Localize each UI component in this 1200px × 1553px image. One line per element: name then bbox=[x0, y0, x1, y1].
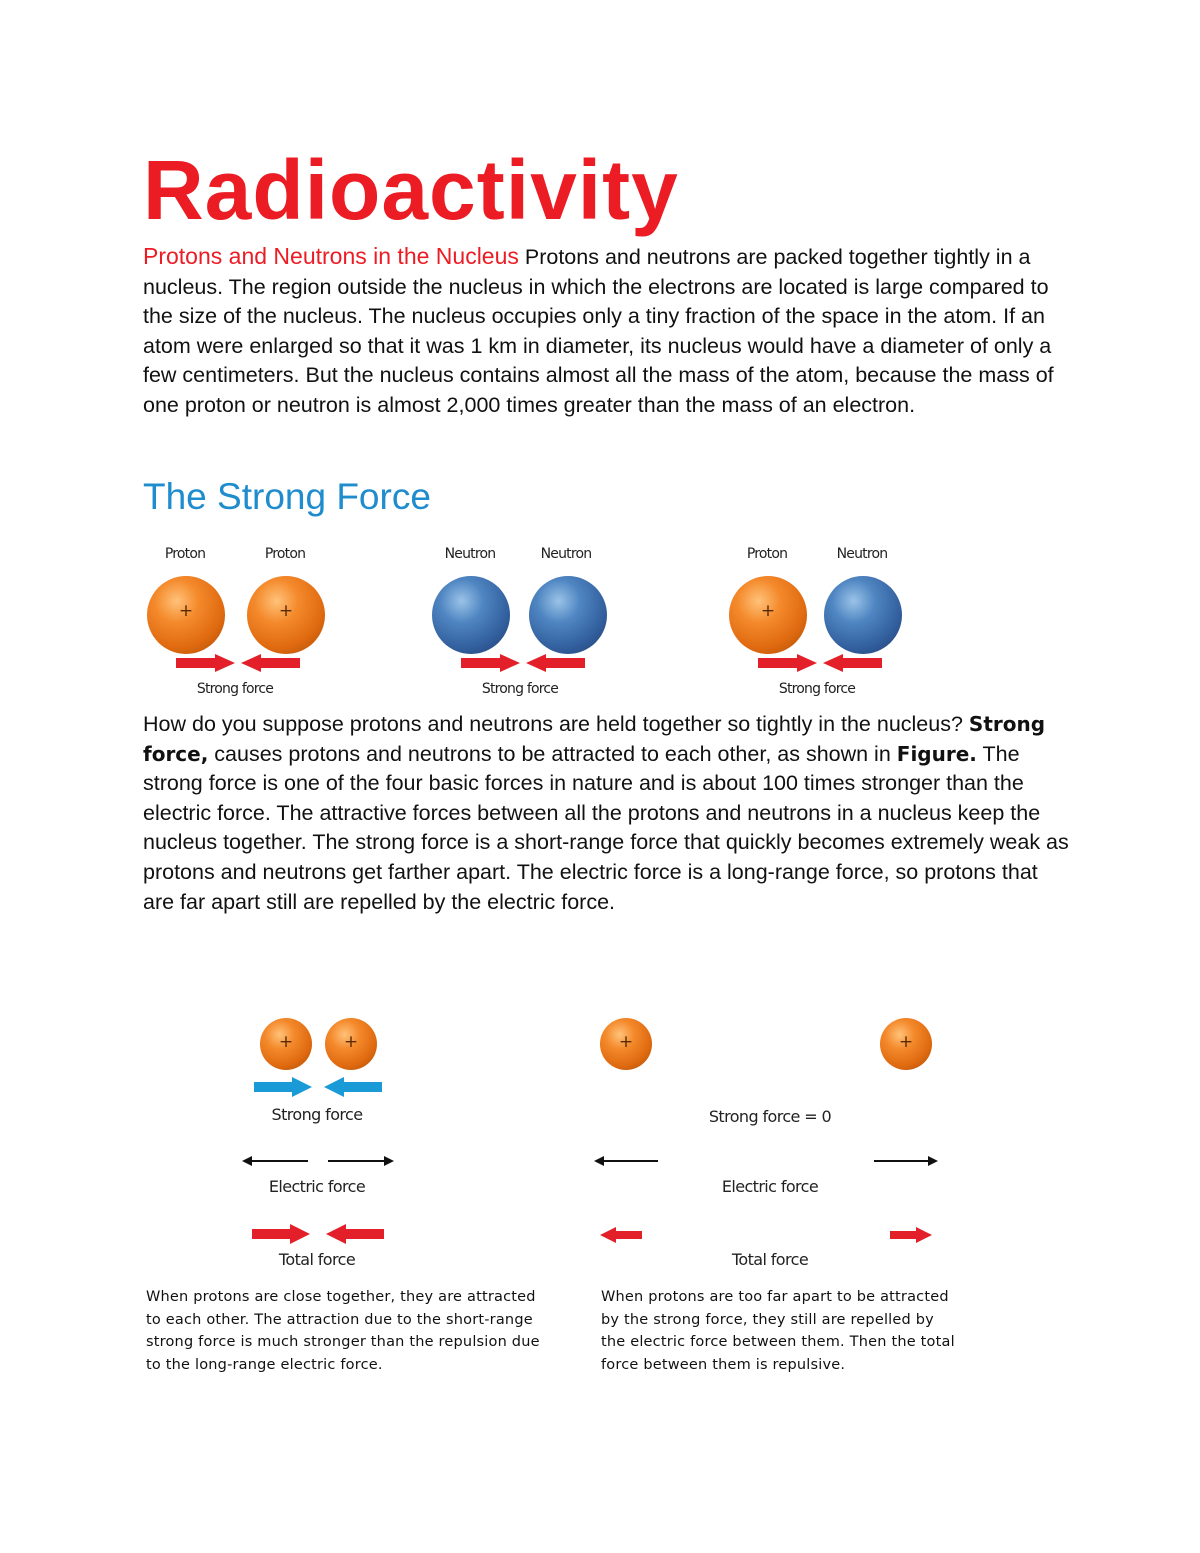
plus-sign: + bbox=[760, 601, 776, 621]
para2-part1: How do you suppose protons and neutrons are held together so tightly in the nucleus? bbox=[143, 712, 963, 736]
plus-sign: + bbox=[898, 1032, 914, 1052]
page-title: Radioactivity bbox=[143, 143, 679, 237]
intro-text: Protons and neutrons are packed together tightly in a nucleus. The region outside the nucleus in which the electrons are located is large compared to the size of the nucleus. The nucleus occupies only a tiny fraction of the space in the atom. If an atom were enlarged so that it was 1 km in diameter, its nucleus would have a diameter of only a few centimeters. But the nucleus contains almost all the mass of the atom, because the mass of one proton or neutron is almost 2,000 times greater than the mass of an electron. bbox=[143, 245, 1054, 417]
strong-force-arrows-icon bbox=[755, 654, 885, 672]
total-force-arrows-icon bbox=[590, 1227, 950, 1243]
section-heading-strong-force: The Strong Force bbox=[143, 476, 431, 517]
proton-sphere bbox=[147, 576, 225, 654]
proton-sphere bbox=[325, 1018, 377, 1070]
intro-paragraph bbox=[143, 242, 1073, 421]
plus-sign: + bbox=[178, 601, 194, 621]
neutron-sphere bbox=[824, 576, 902, 654]
caption-far-protons: When protons are too far apart to be attracted by the strong force, they still are repelled by the electric force between them. Then the total force between them is repulsive. bbox=[601, 1289, 955, 1373]
para2-part2: causes protons and neutrons to be attracted to each other, as shown in bbox=[208, 741, 897, 766]
intro-lead-heading: Protons and Neutrons in the Nucleus bbox=[143, 243, 519, 269]
electric-force-label: Electric force bbox=[268, 1177, 366, 1196]
neutron-sphere bbox=[432, 576, 510, 654]
particle-label-right: Neutron bbox=[836, 546, 888, 562]
pair-figure-proton-proton bbox=[145, 540, 345, 700]
proton-sphere bbox=[600, 1018, 652, 1070]
para2-part3: The strong force is one of the four basic forces in nature and is about 100 times stronger than the electric force. The attractive forces between all the protons and neutrons in a nucleus keep the nucleus together. The strong force is a short-range force that quickly becomes extremely weak as protons and neutrons get farther apart. The electric force is a long-range force, so protons that are far apart still are repelled by the electric force. bbox=[143, 741, 1069, 914]
pair-figure-neutron-neutron bbox=[430, 540, 630, 700]
plus-sign: + bbox=[343, 1032, 359, 1052]
plus-sign: + bbox=[618, 1032, 634, 1052]
diagram-close-protons bbox=[140, 1010, 560, 1390]
neutron-sphere bbox=[529, 576, 607, 654]
electric-force-label: Electric force bbox=[721, 1177, 819, 1196]
electric-force-arrows-icon bbox=[590, 1154, 950, 1168]
pair-figure-proton-neutron bbox=[727, 540, 927, 700]
total-force-label: Total force bbox=[278, 1250, 356, 1269]
strong-force-label: Strong force bbox=[196, 681, 274, 697]
total-force-label: Total force bbox=[731, 1250, 809, 1269]
proton-sphere bbox=[880, 1018, 932, 1070]
strong-force-arrows-icon bbox=[173, 654, 303, 672]
strong-force-arrows-icon bbox=[252, 1077, 384, 1097]
proton-sphere bbox=[247, 576, 325, 654]
proton-sphere bbox=[260, 1018, 312, 1070]
particle-label-right: Neutron bbox=[540, 546, 592, 562]
particle-label-right: Proton bbox=[264, 546, 306, 562]
strong-force-zero-label: Strong force = 0 bbox=[708, 1107, 832, 1126]
strong-force-paragraph bbox=[143, 710, 1073, 917]
diagram-far-protons bbox=[590, 1010, 960, 1390]
strong-force-arrows-icon bbox=[458, 654, 588, 672]
particle-label-left: Proton bbox=[164, 546, 206, 562]
strong-force-label: Strong force bbox=[778, 681, 856, 697]
particle-label-left: Neutron bbox=[444, 546, 496, 562]
para2-bold-figure: Figure. bbox=[896, 741, 977, 766]
particle-label-left: Proton bbox=[746, 546, 788, 562]
plus-sign: + bbox=[278, 1032, 294, 1052]
total-force-arrows-icon bbox=[250, 1224, 386, 1244]
caption-close-protons: When protons are close together, they are attracted to each other. The attraction due to the short-range strong force is much stronger than the repulsion due to the long-range electric force. bbox=[146, 1289, 540, 1373]
plus-sign: + bbox=[278, 601, 294, 621]
para2-bold-term: Strong force, bbox=[143, 712, 1046, 766]
strong-force-label: Strong force bbox=[271, 1105, 363, 1124]
strong-force-label: Strong force bbox=[481, 681, 559, 697]
electric-force-arrows-icon bbox=[240, 1154, 400, 1168]
proton-sphere bbox=[729, 576, 807, 654]
